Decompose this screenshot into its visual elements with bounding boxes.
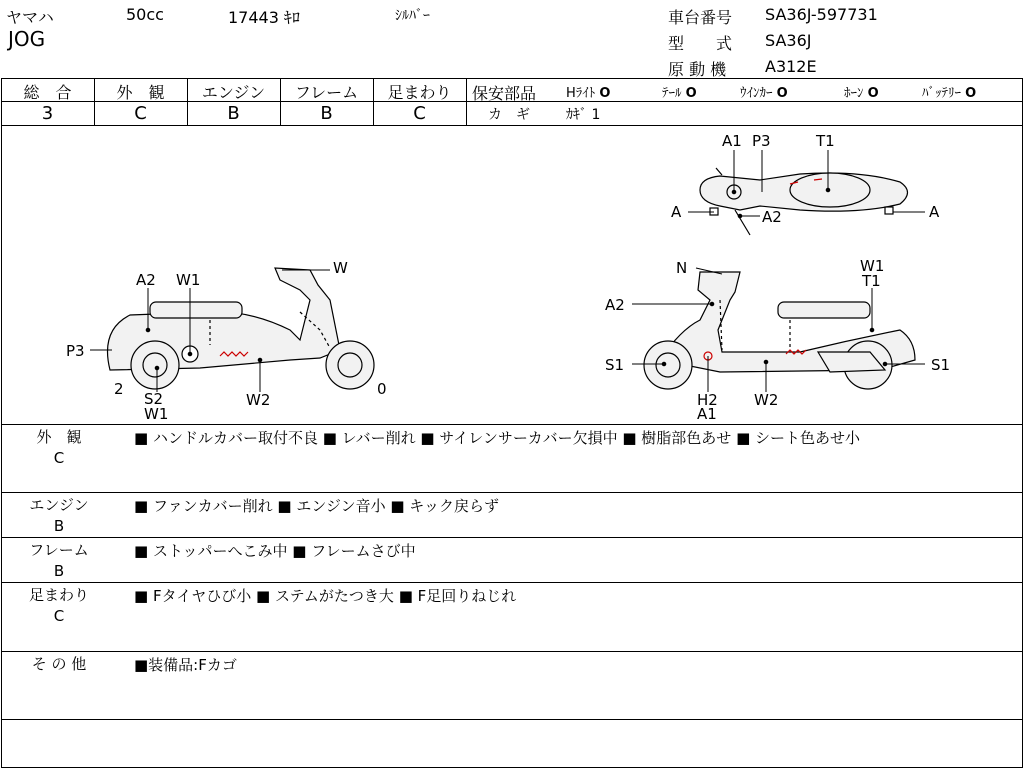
frame-no: SA36J-597731 [765,5,878,24]
diag-top-a-left: A [671,203,682,221]
section-other-text: ■装備品:Fカゴ [134,656,237,674]
section-grade: B [53,562,65,580]
grade-label-overall: 総 合 [23,83,72,102]
section-engine-title: エンジン B [24,495,94,537]
diag-left-p3: P3 [66,342,85,360]
diag-right-a1: A1 [697,405,717,423]
type-label: 型 式 [668,34,733,53]
displacement: 50cc [126,5,164,24]
diag-right-s1-right: S1 [931,356,951,374]
section-frame-text: ■ ストッパーへこみ中 ■ フレームさび中 [134,542,416,560]
divider [1,492,1023,493]
section-exterior-text: ■ ハンドルカバー取付不良 ■ レバー削れ ■ サイレンサーカバー欠損中 ■ 樹脂部色あせ ■ シート色あせ小 [134,429,861,447]
diag-top-a1: A1 [722,132,742,150]
frame-no-label: 車台番号 [668,8,733,27]
safety-label: 保安部品 [472,84,537,103]
diag-right-a2: A2 [605,296,625,314]
safety-item-headlight: Hﾗｲﾄ O [566,86,611,101]
diag-right-t1: T1 [862,272,881,290]
color: ｼﾙﾊﾞｰ [395,8,430,24]
type-value: SA36J [765,31,812,50]
section-other-title: そ の 他 [31,655,87,673]
safety-item-horn: ﾎｰﾝ O [844,86,879,101]
divider [1,719,1023,720]
divider [1,537,1023,538]
grade-label-engine: エンジン [201,83,266,102]
divider [1,424,1023,425]
key-value: ｶｷﾞ 1 [566,107,601,123]
engine-value: A312E [765,57,817,76]
grade-value-frame: B [320,103,333,124]
scooter-top-view [700,168,908,235]
diag-top-a2: A2 [762,208,782,226]
safety-item-winker: ｳｲﾝｶｰ O [740,86,788,101]
section-frame-title: フレーム B [24,540,94,582]
engine-label: 原 動 機 [668,60,727,79]
section-suspension-text: ■ Fタイヤひび小 ■ ステムがたつき大 ■ F足回りねじれ [134,587,517,605]
safety-item-battery: ﾊﾞｯﾃﾘｰ O [922,86,977,101]
diag-left-a2: A2 [136,271,156,289]
diag-left-s2: S2 [144,390,164,408]
safety-mark: O [867,86,879,101]
diag-left-0: 0 [377,380,387,398]
diag-left-2: 2 [114,380,124,398]
diag-right-w1: W1 [860,257,885,275]
key-label: カ ギ [488,107,530,123]
safety-mark: O [685,86,697,101]
diag-top-p3: P3 [752,132,771,150]
diag-top-a-right: A [929,203,940,221]
diag-right-h2: H2 [697,391,718,409]
diag-right-n: N [676,259,688,277]
diag-left-w1b: W1 [144,405,169,423]
safety-mark: O [776,86,788,101]
diag-top-t1: T1 [816,132,835,150]
diag-right-w2: W2 [754,391,779,409]
safety-mark: O [599,86,611,101]
grade-value-overall: 3 [41,103,54,124]
grade-label-frame: フレーム [294,83,359,102]
section-grade: B [53,517,65,535]
grade-value-suspension: C [413,103,426,124]
diag-left-w: W [333,259,348,277]
section-grade: C [53,449,65,467]
grade-label-suspension: 足まわり [387,83,452,102]
maker: ヤマハ [6,8,54,27]
section-suspension-title: 足まわり C [24,585,94,627]
safety-mark: O [965,86,977,101]
model-name: JOG [8,27,46,51]
section-engine-text: ■ ファンカバー削れ ■ エンジン音小 ■ キック戻らず [134,497,500,515]
grade-label-exterior: 外 観 [116,83,165,102]
grade-value-engine: B [227,103,240,124]
divider [1,582,1023,583]
grade-value-exterior: C [134,103,147,124]
diag-right-s1-left: S1 [605,356,625,374]
safety-item-tail: ﾃｰﾙ O [662,86,697,101]
mileage: 17443 ｷﾛ [228,8,300,27]
section-exterior-title: 外 観 C [24,427,94,469]
section-grade: C [53,607,65,625]
diag-left-w2: W2 [246,391,271,409]
divider [1,651,1023,652]
diag-left-w1: W1 [176,271,201,289]
